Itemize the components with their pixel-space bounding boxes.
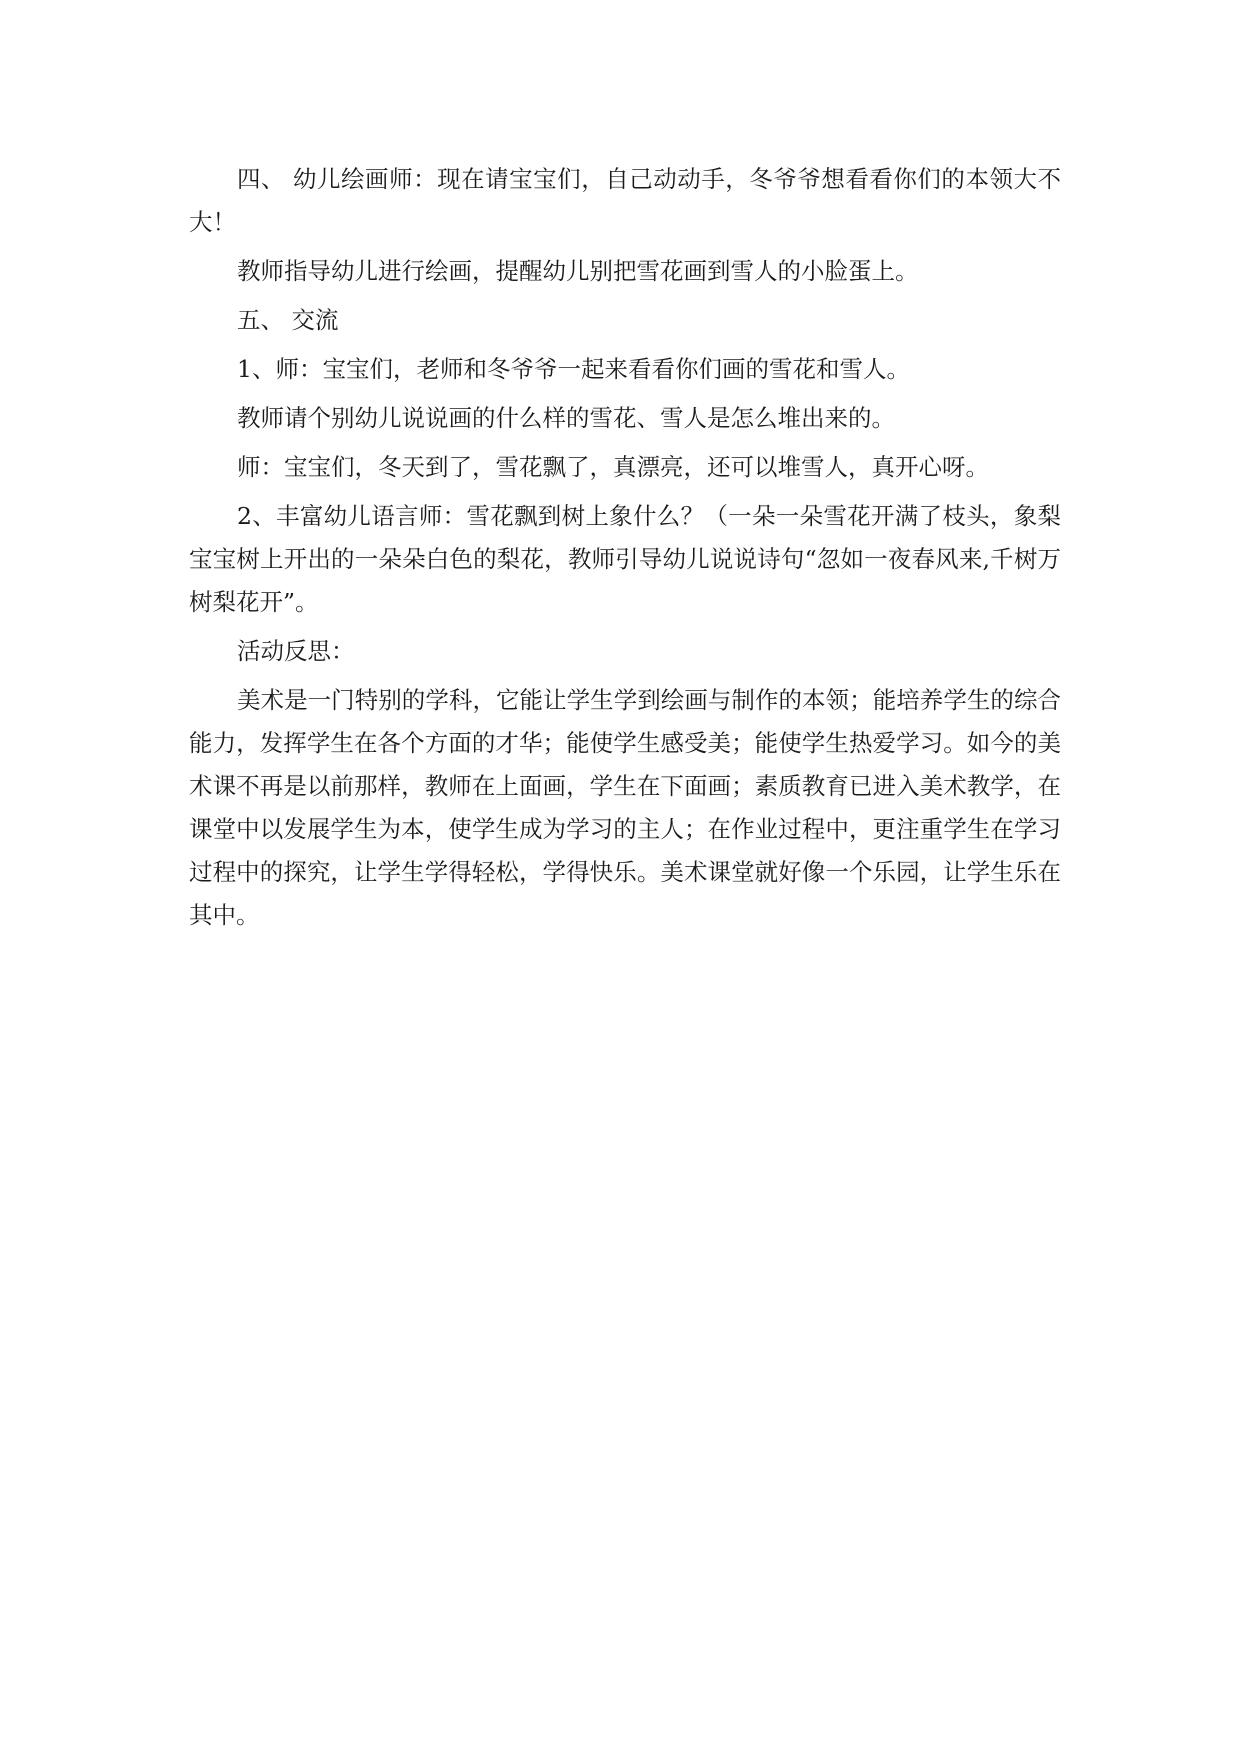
paragraph-reflection-body: 美术是一门特别的学科，它能让学生学到绘画与制作的本领；能培养学生的综合能力，发挥学生在各个方面的才华；能使学生感受美；能使学生热爱学习。如今的美术课不再是以前那样，教师在上面画，学生在下面画；素质教育已进入美术教学，在课堂中以发展学生为本，使学生成为学习的主人；在作业过程中，更注重学生在学习过程中的探究，让学生学得轻松，学得快乐。美术课堂就好像一个乐园，让学生乐在其中。 — [189, 686, 1061, 929]
paragraph-reflection-heading: 活动反思： — [237, 637, 355, 665]
paragraph-exchange-one: 1、师：宝宝们，老师和冬爷爷一起来看看你们画的雪花和雪人。 — [237, 355, 910, 383]
document-body — [189, 158, 1061, 943]
paragraph-section-four: 四、 幼儿绘画师：现在请宝宝们，自己动动手，冬爷爷想看看你们的本领大不大！ — [189, 165, 1061, 236]
paragraph-teacher-guidance: 教师指导幼儿进行绘画，提醒幼儿别把雪花画到雪人的小脸蛋上。 — [237, 257, 919, 285]
paragraph-exchange-two: 2、丰富幼儿语言师：雪花飘到树上象什么？（一朵一朵雪花开满了枝头，象梨宝宝树上开出的一朵朵白色的梨花，教师引导幼儿说说诗句“忽如一夜春风来,千树万树梨花开”。 — [189, 502, 1061, 616]
paragraph-section-five-heading: 五、 交流 — [237, 306, 339, 334]
paragraph-teacher-asks: 教师请个别幼儿说说画的什么样的雪花、雪人是怎么堆出来的。 — [237, 404, 895, 432]
paragraph-teacher-says: 师：宝宝们，冬天到了，雪花飘了，真漂亮，还可以堆雪人，真开心呀。 — [237, 453, 989, 481]
